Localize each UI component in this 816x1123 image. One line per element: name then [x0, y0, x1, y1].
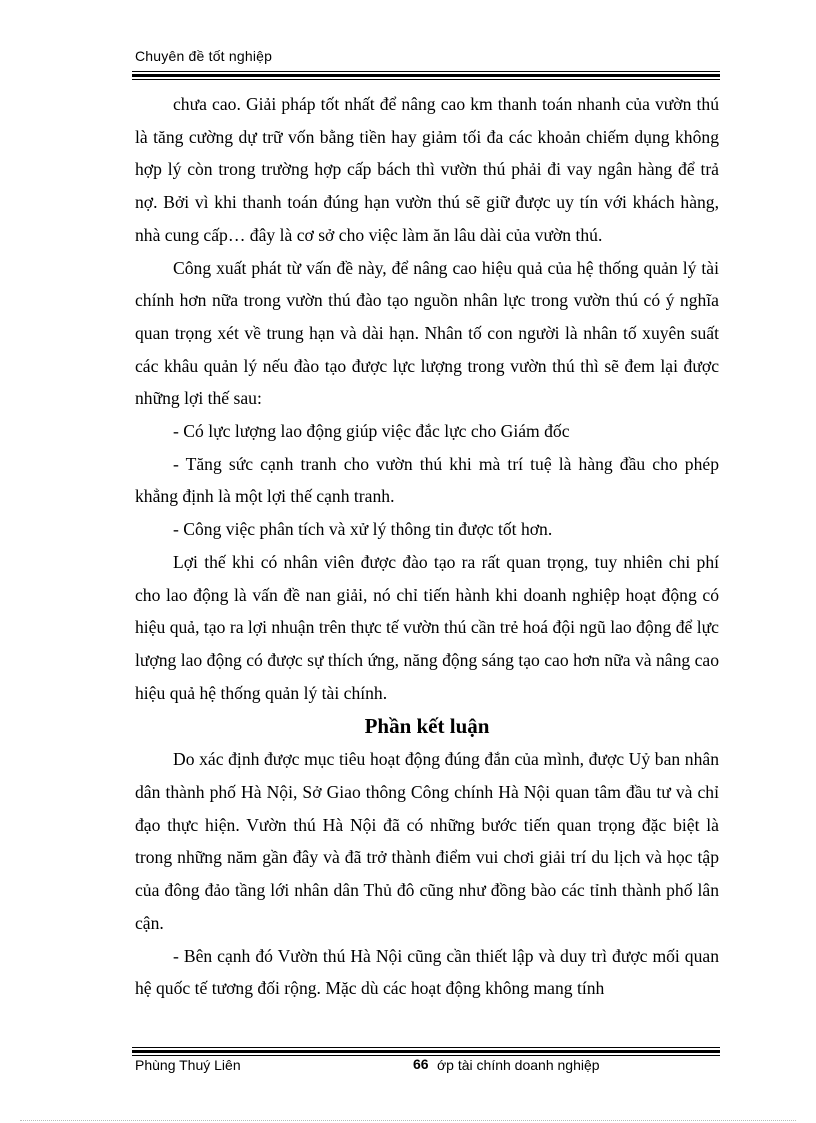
page-edge-divider: [20, 1120, 796, 1121]
header-title: Chuyên đề tốt nghiệp: [135, 48, 273, 64]
footer-page-number: 66: [413, 1056, 429, 1072]
section-heading: Phần kết luận: [364, 714, 490, 739]
header-rule-thick: [132, 74, 720, 77]
document-body: [135, 88, 719, 1005]
footer-rule-thick: [132, 1050, 720, 1053]
bullet-paragraph: - Bên cạnh đó Vườn thú Hà Nội cũng cần thiết lập và duy trì được mối quan hệ quốc tế tương đối rộng. Mặc dù các hoạt động không mang tính: [135, 945, 719, 999]
bullet-paragraph: - Tăng sức cạnh tranh cho vườn thú khi mà trí tuệ là hàng đầu cho phép khẳng định là một lợi thế cạnh tranh.: [135, 453, 719, 507]
paragraph: chưa cao. Giải pháp tốt nhất để nâng cao km thanh toán nhanh của vườn thú là tăng cường dự trữ vốn bằng tiền hay giảm tối đa các khoản chiếm dụng không hợp lý còn trong trường hợp cấp bách thì vườn thú phải đi vay ngân hàng để trả nợ. Bởi vì khi thanh toán đúng hạn vườn thú sẽ giữ được uy tín với khách hàng, nhà cung cấp… đây là cơ sở cho việc làm ăn lâu dài của vườn thú.: [135, 94, 719, 245]
header-rule-thin-2: [132, 79, 720, 80]
footer-class-text: ớp tài chính doanh nghiệp: [437, 1057, 600, 1073]
footer-author: Phùng Thuý Liên: [135, 1057, 241, 1073]
paragraph: Lợi thế khi có nhân viên được đào tạo ra rất quan trọng, tuy nhiên chi phí cho lao động là vấn đề nan giải, nó chỉ tiến hành khi doanh nghiệp hoạt động có hiệu quả, tạo ra lợi nhuận trên thực tế vườn thú cần trẻ hoá đội ngũ lao động để lực lượng lao động có được sự thích ứng, năng động sáng tạo cao hơn nữa và nâng cao hiệu quả hệ thống quản lý tài chính.: [135, 551, 719, 703]
paragraph: Công xuất phát từ vấn đề này, để nâng cao hiệu quả của hệ thống quản lý tài chính hơn nữa trong vườn thú đào tạo nguồn nhân lực trong vườn thú có ý nghĩa quan trọng xét về trung hạn và dài hạn. Nhân tố con người là nhân tố xuyên suất các khâu quản lý nếu đào tạo được lực lượng trong vườn thú thì sẽ đem lại được những lợi thế sau:: [135, 257, 719, 409]
bullet-paragraph: - Có lực lượng lao động giúp việc đắc lực cho Giám đốc: [173, 421, 570, 442]
bullet-paragraph: - Công việc phân tích và xử lý thông tin được tốt hơn.: [173, 519, 553, 540]
footer-rule-thin: [132, 1047, 720, 1048]
paragraph: Do xác định được mục tiêu hoạt động đúng đắn của mình, được Uỷ ban nhân dân thành phố Hà Nội, Sở Giao thông Công chính Hà Nội quan tâm đầu tư và chỉ đạo thực hiện. Vườn thú Hà Nội đã có những bước tiến quan trọng đặc biệt là trong những năm gần đây và đã trở thành điểm vui chơi giải trí du lịch và học tập của đông đảo tầng lới nhân dân Thủ đô cũng như đồng bào các tỉnh thành phố lân cận.: [135, 749, 719, 933]
header-rule-thin: [132, 71, 720, 72]
